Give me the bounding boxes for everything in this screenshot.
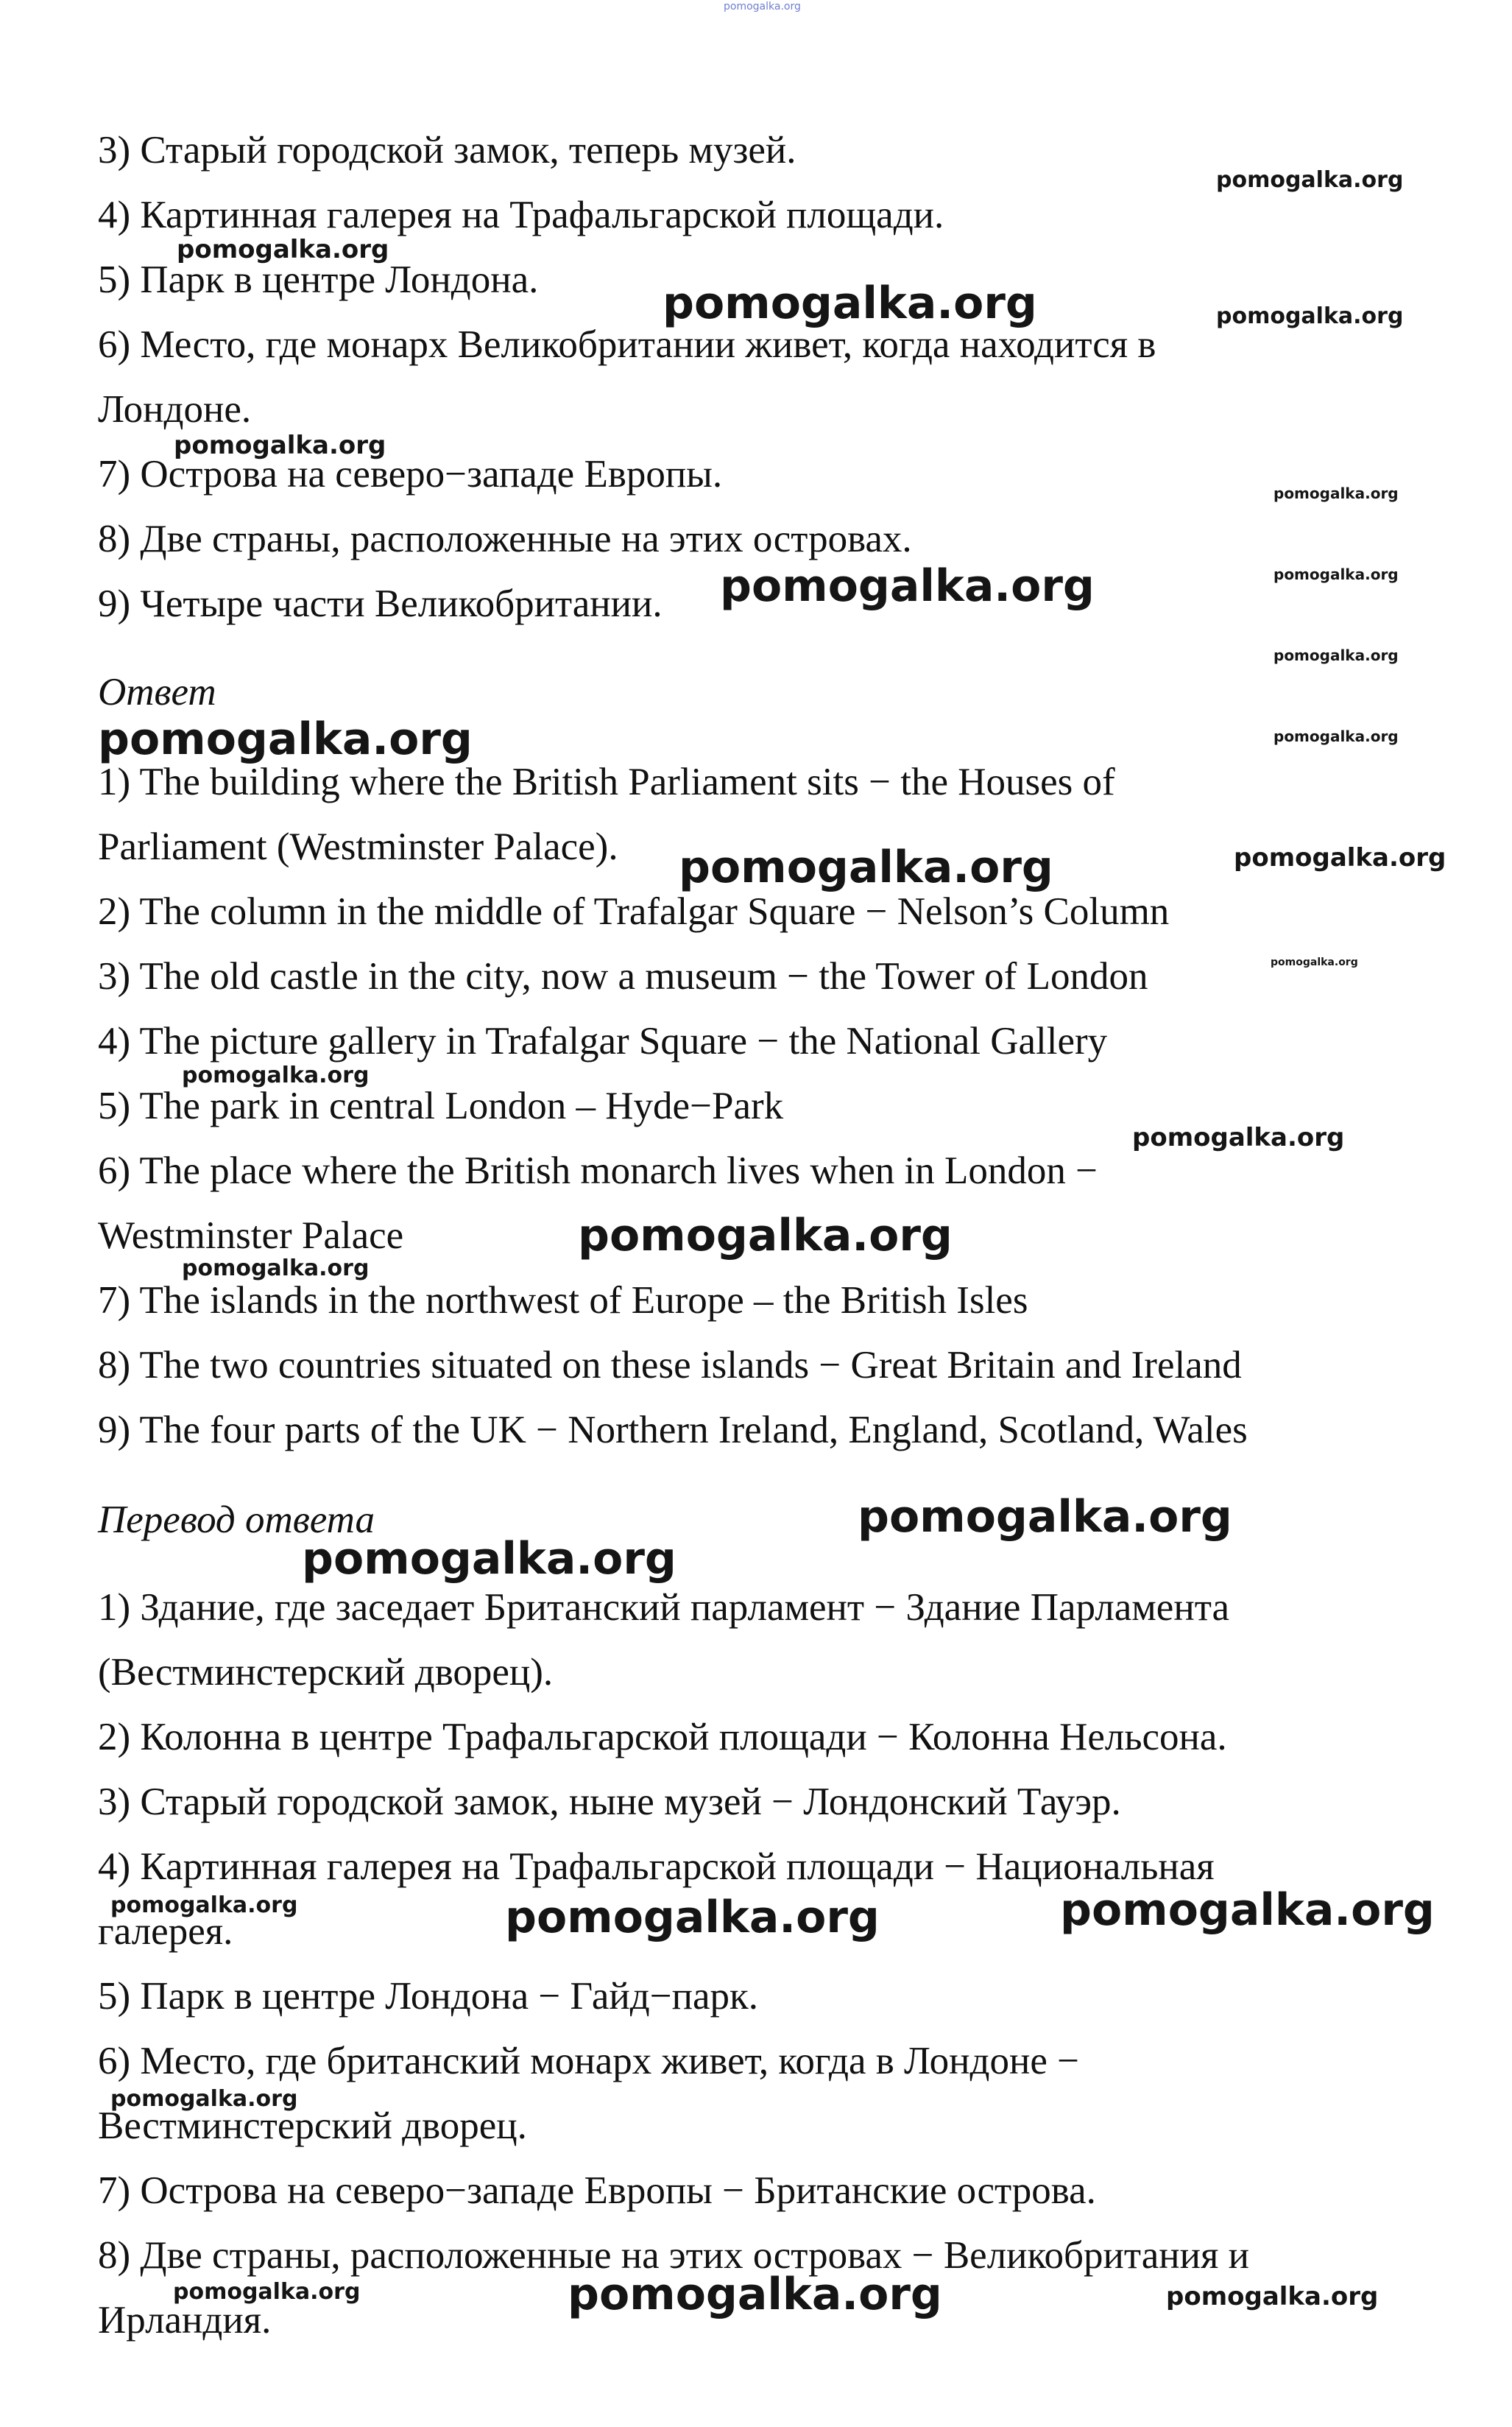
translation-line: Вестминстерский дворец. (98, 2104, 527, 2147)
task-line: 3) Старый городской замок, теперь музей. (98, 129, 796, 172)
watermark: pomogalka.org (1273, 566, 1399, 583)
answer-line: 6) The place where the British monarch lives when in London − (98, 1149, 1098, 1192)
task-line: 9) Четыре части Великобритании. (98, 582, 663, 625)
answer-line: 1) The building where the British Parliament sits − the Houses of (98, 761, 1115, 803)
translation-line: 7) Острова на северо−западе Европы − Британские острова. (98, 2169, 1096, 2212)
watermark: pomogalka.org (173, 2279, 361, 2305)
task-line: Лондоне. (98, 388, 252, 431)
watermark: pomogalka.org (1234, 843, 1446, 873)
answer-line: Parliament (Westminster Palace). (98, 825, 618, 868)
watermark: pomogalka.org (1216, 303, 1404, 329)
translation-line: 6) Место, где британский монарх живет, когда в Лондоне − (98, 2040, 1079, 2082)
translation-line: Ирландия. (98, 2299, 272, 2342)
watermark: pomogalka.org (174, 431, 386, 460)
watermark: pomogalka.org (182, 1255, 370, 1281)
watermark: pomogalka.org (858, 1491, 1232, 1543)
watermark: pomogalka.org (720, 560, 1095, 612)
watermark: pomogalka.org (1166, 2282, 1379, 2311)
watermark: pomogalka.org (302, 1533, 676, 1585)
watermark: pomogalka.org (663, 278, 1037, 329)
translation-line: 1) Здание, где заседает Британский парламент − Здание Парламента (98, 1586, 1230, 1629)
answer-line: 2) The column in the middle of Trafalgar Square − Nelson’s Column (98, 890, 1170, 933)
answer-line: 4) The picture gallery in Trafalgar Square − the National Gallery (98, 1020, 1108, 1063)
task-line: 6) Место, где монарх Великобритании живет, когда находится в (98, 323, 1156, 366)
answer-line: 3) The old castle in the city, now a museum − the Tower of London (98, 955, 1148, 998)
watermark: pomogalka.org (568, 2269, 942, 2320)
task-line: 8) Две страны, расположенные на этих островах. (98, 518, 912, 560)
watermark: pomogalka.org (177, 235, 389, 264)
translation-line: галерея. (98, 1910, 233, 1953)
translation-heading: Перевод ответа (98, 1498, 375, 1541)
task-line: 4) Картинная галерея на Трафальгарской площади. (98, 194, 944, 236)
translation-line: 5) Парк в центре Лондона − Гайд−парк. (98, 1975, 758, 2018)
watermark: pomogalka.org (1216, 167, 1404, 193)
translation-line: 4) Картинная галерея на Трафальгарской площади − Национальная (98, 1845, 1215, 1888)
watermark: pomogalka.org (1273, 485, 1399, 502)
watermark: pomogalka.org (1273, 728, 1399, 745)
answer-line: 5) The park in central London – Hyde−Park (98, 1085, 784, 1127)
watermark: pomogalka.org (1273, 647, 1399, 664)
watermark: pomogalka.org (505, 1892, 880, 1943)
task-line: 5) Парк в центре Лондона. (98, 258, 539, 301)
watermark: pomogalka.org (110, 1892, 298, 1918)
translation-line: (Вестминстерский дворец). (98, 1651, 554, 1694)
task-line: 7) Острова на северо−западе Европы. (98, 453, 723, 496)
top-site-link[interactable]: pomogalka.org (724, 1, 801, 13)
watermark: pomogalka.org (1060, 1884, 1435, 1936)
watermark: pomogalka.org (110, 2086, 298, 2112)
answer-line: Westminster Palace (98, 1214, 404, 1257)
watermark: pomogalka.org (1132, 1123, 1345, 1152)
answer-line: 9) The four parts of the UK − Northern Ireland, England, Scotland, Wales (98, 1409, 1248, 1451)
watermark: pomogalka.org (98, 714, 473, 765)
watermark: pomogalka.org (182, 1063, 370, 1088)
translation-line: 8) Две страны, расположенные на этих островах − Великобритания и (98, 2234, 1249, 2277)
answer-heading: Ответ (98, 671, 216, 714)
answer-line: 8) The two countries situated on these islands − Great Britain and Ireland (98, 1344, 1242, 1387)
watermark: pomogalka.org (1271, 957, 1358, 968)
translation-line: 3) Старый городской замок, ныне музей − Лондонский Тауэр. (98, 1780, 1121, 1823)
watermark: pomogalka.org (679, 842, 1053, 893)
answer-line: 7) The islands in the northwest of Europe – the British Isles (98, 1279, 1028, 1322)
watermark: pomogalka.org (578, 1210, 953, 1261)
translation-line: 2) Колонна в центре Трафальгарской площади − Колонна Нельсона. (98, 1716, 1227, 1758)
